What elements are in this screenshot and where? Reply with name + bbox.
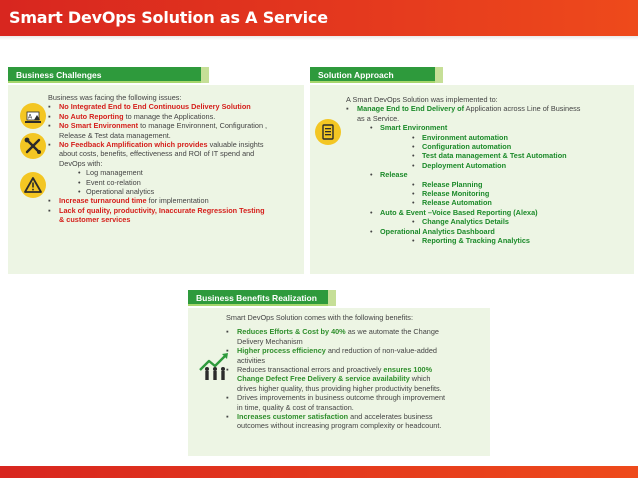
business-challenges-title: Business Challenges bbox=[16, 70, 102, 80]
challenge-item: ▪ Increase turnaround time for implementation bbox=[48, 196, 209, 206]
approach-leaf: • Release Planning bbox=[412, 179, 483, 189]
approach-leaf: • Test data management & Test Automation bbox=[412, 151, 567, 161]
header-accent bbox=[328, 290, 336, 306]
header-accent bbox=[435, 67, 443, 83]
business-benefits-title: Business Benefits Realization bbox=[196, 293, 317, 303]
business-challenges-header bbox=[8, 67, 201, 83]
approach-item: ▪ Manage End to End Delivery of Application across Line of Business as a Service. bbox=[346, 104, 581, 123]
approach-leaf: • Environment automation bbox=[412, 132, 508, 142]
business-benefits-header bbox=[188, 290, 328, 306]
footer-bar bbox=[0, 466, 638, 478]
approach-leaf: • Change Analytics Details bbox=[412, 217, 509, 227]
solution-approach-panel bbox=[310, 85, 634, 274]
challenge-item: ▪ No Auto Reporting to manage the Applications. bbox=[48, 111, 216, 121]
solution-approach-title: Solution Approach bbox=[318, 70, 394, 80]
svg-text:A: A bbox=[28, 113, 33, 121]
approach-subitem: • Release bbox=[370, 170, 408, 180]
approach-leaf: • Reporting & Tracking Analytics bbox=[412, 236, 530, 246]
benefit-item: ▪ Reduces transactional errors and proactively ensures 100% Change Defect Free Delivery & service availability which drives higher quality, thus providing higher productivity benefits. bbox=[226, 365, 442, 393]
approach-leaf: • Release Automation bbox=[412, 198, 492, 208]
challenge-item: ▪ No Feedback Amplification which provides valuable insights about costs, benefits, effectiveness and ROI of IT spend and DevOps with: bbox=[48, 140, 264, 168]
page-title: Smart DevOps Solution as A Service bbox=[9, 8, 328, 27]
solution-approach-header bbox=[310, 67, 435, 83]
checklist-icon bbox=[315, 119, 341, 145]
benefit-item: ▪ Higher process efficiency and reduction of non-value-added activities bbox=[226, 346, 437, 365]
benefits-intro: Smart DevOps Solution comes with the following benefits: bbox=[226, 313, 413, 322]
challenge-item: ▪ No Smart Environment to manage Environnent, Configuration , Release & Test data management. bbox=[48, 121, 268, 140]
benefit-item: ▪ Increases customer satisfaction and accelerates business outcomes without increasing program complexity or headcount. bbox=[226, 412, 442, 431]
approach-leaf: • Release Monitoring bbox=[412, 189, 490, 199]
approach-list bbox=[346, 95, 632, 246]
approach-intro: A Smart DevOps Solution was implemented to: bbox=[346, 95, 498, 104]
blueprint-icon bbox=[20, 103, 46, 129]
approach-subitem: • Smart Environment bbox=[370, 123, 448, 133]
business-challenges-panel bbox=[8, 85, 304, 274]
benefit-item: ▪ Reduces Efforts & Cost by 40% as we automate the Change Delivery Mechanism bbox=[226, 327, 439, 346]
header-accent bbox=[201, 67, 209, 83]
challenges-list bbox=[48, 93, 304, 225]
title-divider bbox=[0, 36, 638, 40]
approach-leaf: • Deployment Automation bbox=[412, 160, 507, 170]
challenge-subitem: • Event co-relation bbox=[78, 177, 141, 187]
warning-icon bbox=[20, 172, 46, 198]
approach-subitem: • Auto & Event –Voice Based Reporting (Alexa) bbox=[370, 207, 538, 217]
approach-subitem: • Operational Analytics Dashboard bbox=[370, 226, 495, 236]
challenge-item: ▪ No Integrated End to End Continuous Delivery Solution bbox=[48, 102, 251, 112]
challenges-intro: Business was facing the following issues: bbox=[48, 93, 182, 102]
benefit-item: ▪ Drives improvements in business outcome through improvement in time, quality & cost of transaction. bbox=[226, 393, 446, 412]
challenge-subitem: • Operational analytics bbox=[78, 187, 155, 197]
tools-icon bbox=[20, 133, 46, 159]
business-benefits-panel bbox=[188, 308, 490, 456]
approach-leaf: • Configuration automation bbox=[412, 142, 512, 152]
title-bar bbox=[0, 0, 638, 36]
challenge-item: ▪ Lack of quality, productivity, Inaccurate Regression Testing & customer services bbox=[48, 205, 265, 225]
benefits-list bbox=[226, 313, 488, 431]
challenge-subitem: • Log management bbox=[78, 168, 143, 178]
